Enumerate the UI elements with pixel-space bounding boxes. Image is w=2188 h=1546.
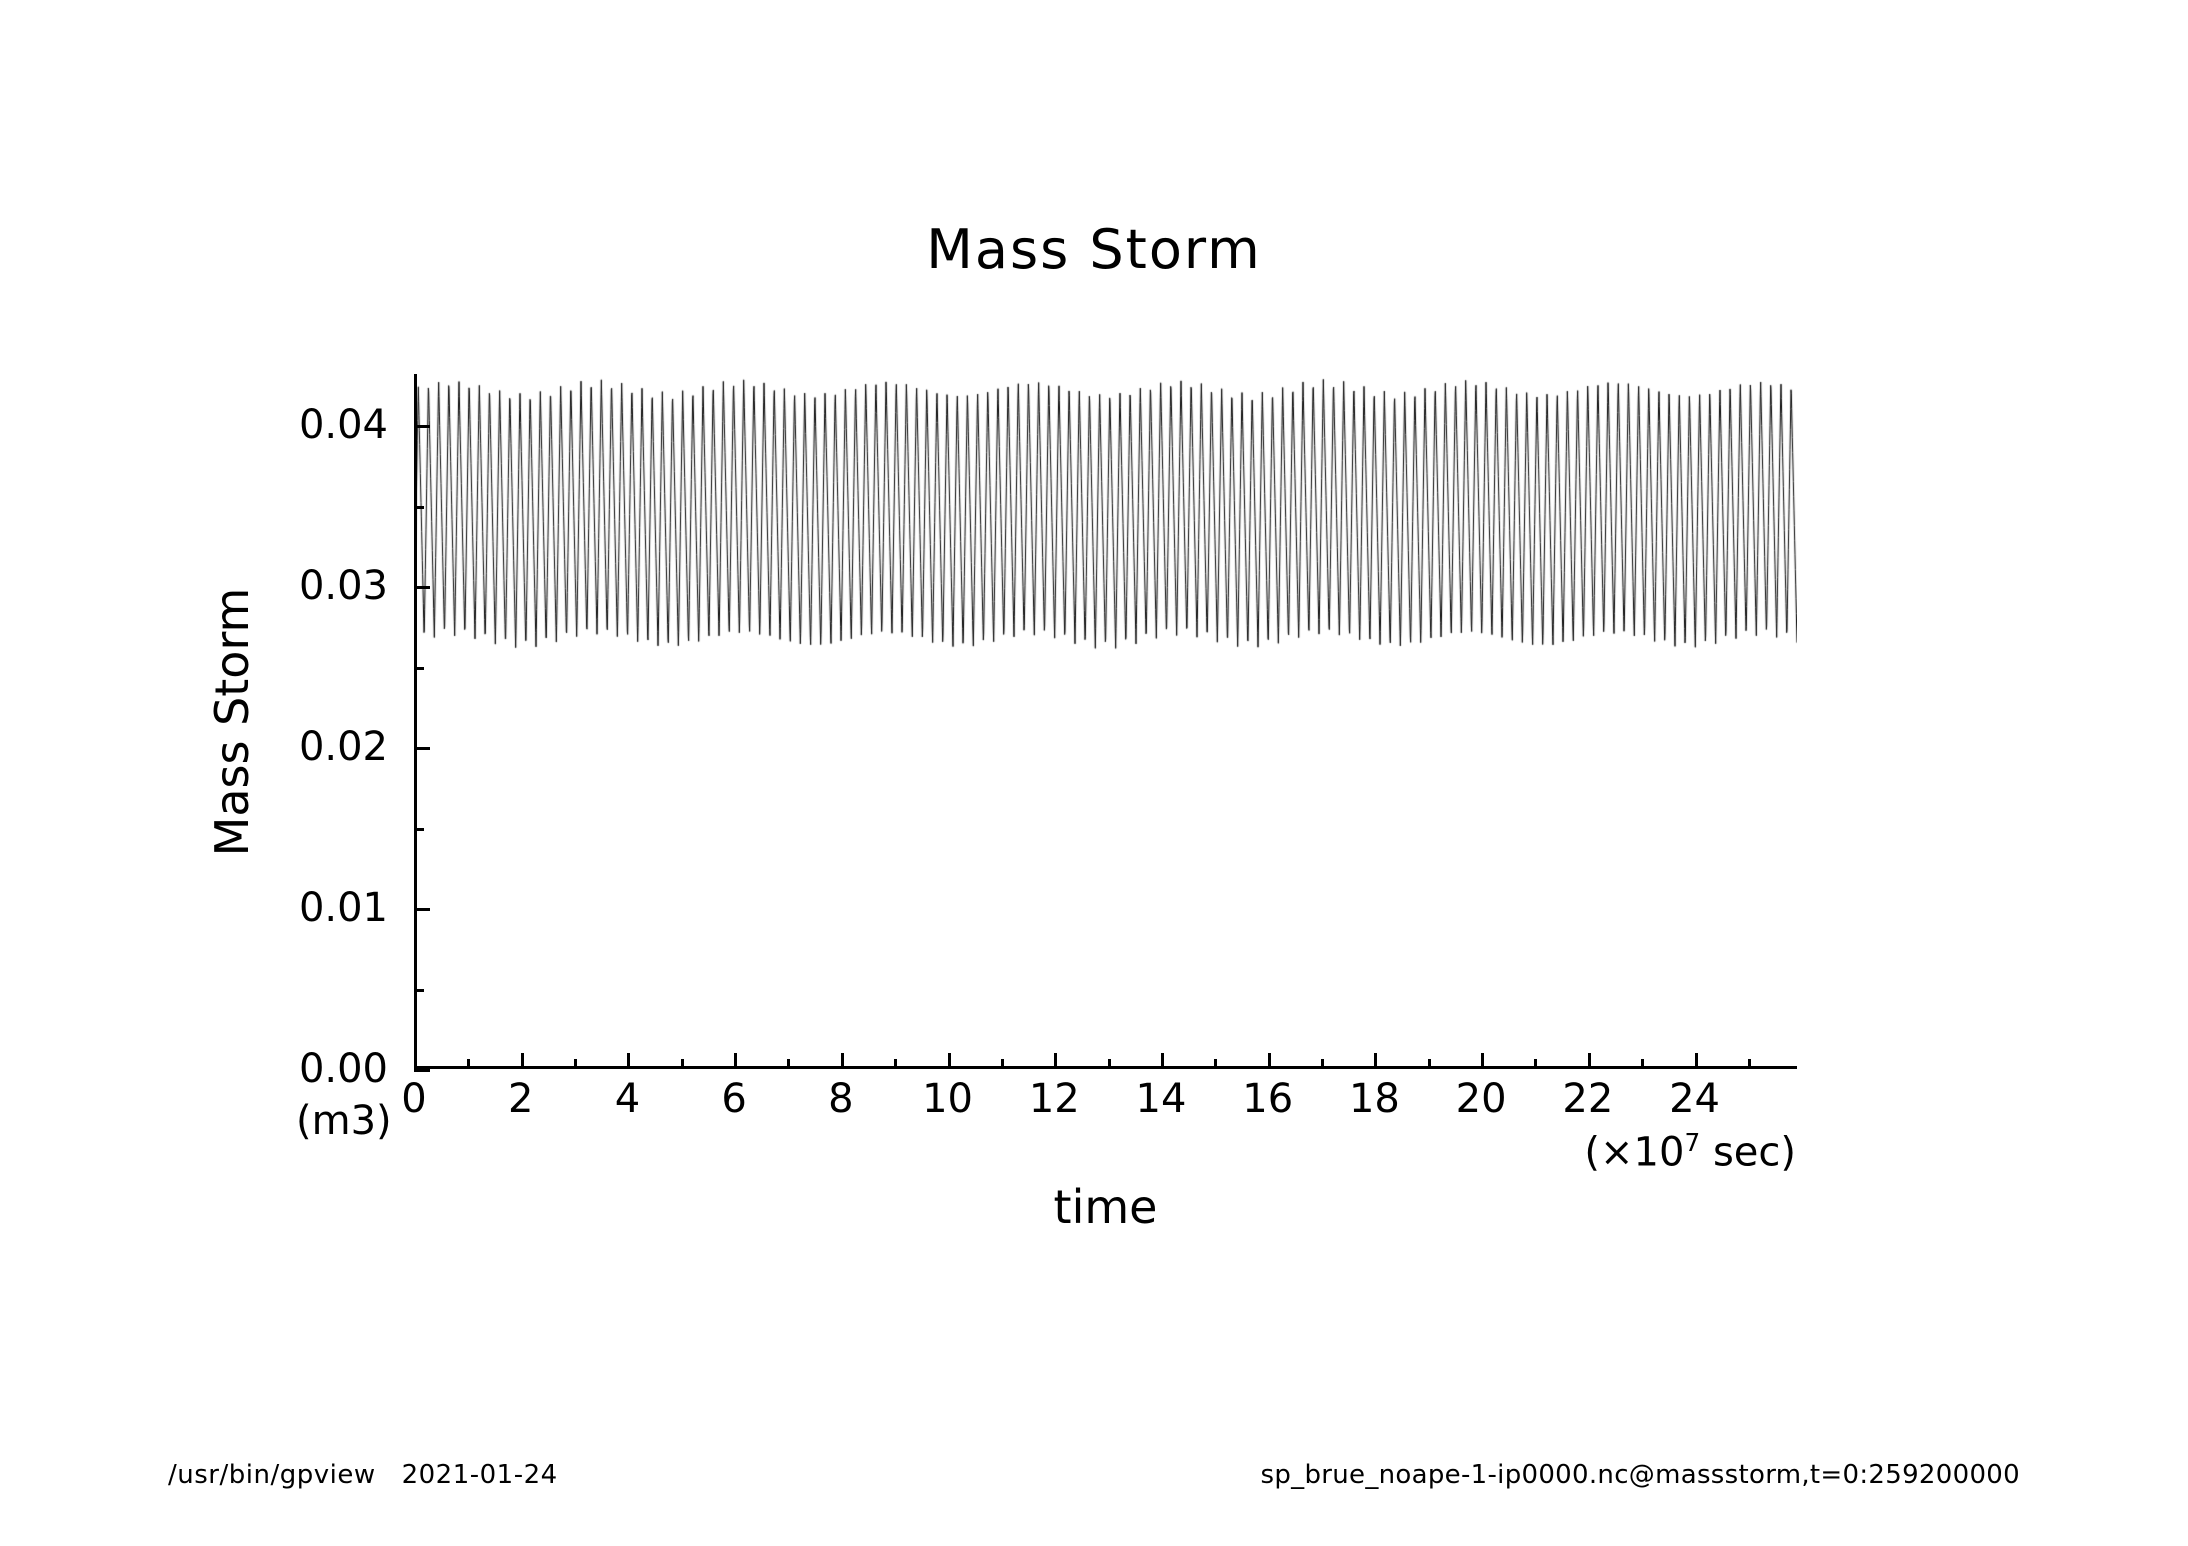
x-axis-title: time <box>1053 1180 1158 1234</box>
x-tick-label: 20 <box>1455 1076 1507 1122</box>
y-tick-minor <box>414 506 424 509</box>
x-tick <box>841 1053 844 1069</box>
y-tick-label: 0.04 <box>298 402 388 449</box>
x-tick <box>1268 1053 1271 1069</box>
x-axis-unit <box>1584 1128 1796 1175</box>
y-axis-title: Mass Storm <box>205 587 259 857</box>
x-tick-label: 24 <box>1669 1076 1720 1122</box>
x-unit-prefix: (×10 <box>1584 1129 1685 1176</box>
plot-frame <box>414 374 1797 1069</box>
y-tick <box>414 586 430 589</box>
y-tick-label: 0.02 <box>298 724 388 771</box>
x-tick-minor <box>1428 1059 1431 1069</box>
y-tick-label: 0.00 <box>298 1046 388 1092</box>
x-tick-label: 10 <box>922 1076 974 1122</box>
footer-left <box>168 1460 558 1490</box>
x-tick <box>414 1053 417 1069</box>
y-tick-label: 0.03 <box>298 563 388 610</box>
footer-source: sp_brue_noape-1-ip0000.nc@massstorm,t=0:259200000 <box>1260 1460 2020 1490</box>
x-tick-minor <box>681 1059 684 1069</box>
x-tick-minor <box>1214 1059 1217 1069</box>
y-tick <box>414 747 430 750</box>
x-tick-minor <box>1321 1059 1324 1069</box>
x-tick-minor <box>467 1059 470 1069</box>
x-unit-exponent: 7 <box>1684 1128 1701 1157</box>
x-tick-label: 2 <box>507 1076 534 1122</box>
x-tick-label: 22 <box>1562 1076 1614 1122</box>
footer-program: /usr/bin/gpview <box>168 1460 376 1490</box>
x-tick-minor <box>894 1059 897 1069</box>
footer-date: 2021-01-24 <box>401 1460 558 1490</box>
y-tick-label: 0.01 <box>298 885 388 932</box>
x-tick <box>627 1053 630 1069</box>
page-title: Mass Storm <box>926 218 1262 281</box>
x-tick <box>1695 1053 1698 1069</box>
x-tick-label: 0 <box>401 1076 427 1122</box>
x-unit-suffix: sec) <box>1700 1129 1796 1176</box>
x-tick <box>1588 1053 1591 1069</box>
x-tick-minor <box>1001 1059 1004 1069</box>
y-axis-unit: (m3) <box>296 1098 392 1144</box>
x-tick-minor <box>1641 1059 1644 1069</box>
y-tick-minor <box>414 989 424 992</box>
y-tick-minor <box>414 667 424 670</box>
x-tick <box>521 1053 524 1069</box>
x-tick-label: 4 <box>614 1076 641 1122</box>
x-tick <box>1374 1053 1377 1069</box>
x-tick-label: 16 <box>1242 1076 1294 1122</box>
x-tick <box>948 1053 951 1069</box>
x-tick <box>734 1053 737 1069</box>
x-tick <box>1054 1053 1057 1069</box>
y-tick-minor <box>414 828 424 831</box>
x-tick-label: 18 <box>1348 1076 1400 1122</box>
y-tick <box>414 425 430 428</box>
x-tick-minor <box>1108 1059 1111 1069</box>
x-tick-minor <box>1748 1059 1751 1069</box>
y-tick <box>414 1069 430 1072</box>
x-tick-minor <box>574 1059 577 1069</box>
x-tick-minor <box>787 1059 790 1069</box>
y-tick <box>414 908 430 911</box>
x-tick-label: 14 <box>1135 1076 1187 1122</box>
x-tick <box>1161 1053 1164 1069</box>
x-tick-label: 6 <box>721 1076 747 1122</box>
x-tick-label: 12 <box>1028 1076 1080 1122</box>
x-tick <box>1481 1053 1484 1069</box>
x-tick-label: 8 <box>828 1076 854 1122</box>
x-tick-minor <box>1534 1059 1537 1069</box>
